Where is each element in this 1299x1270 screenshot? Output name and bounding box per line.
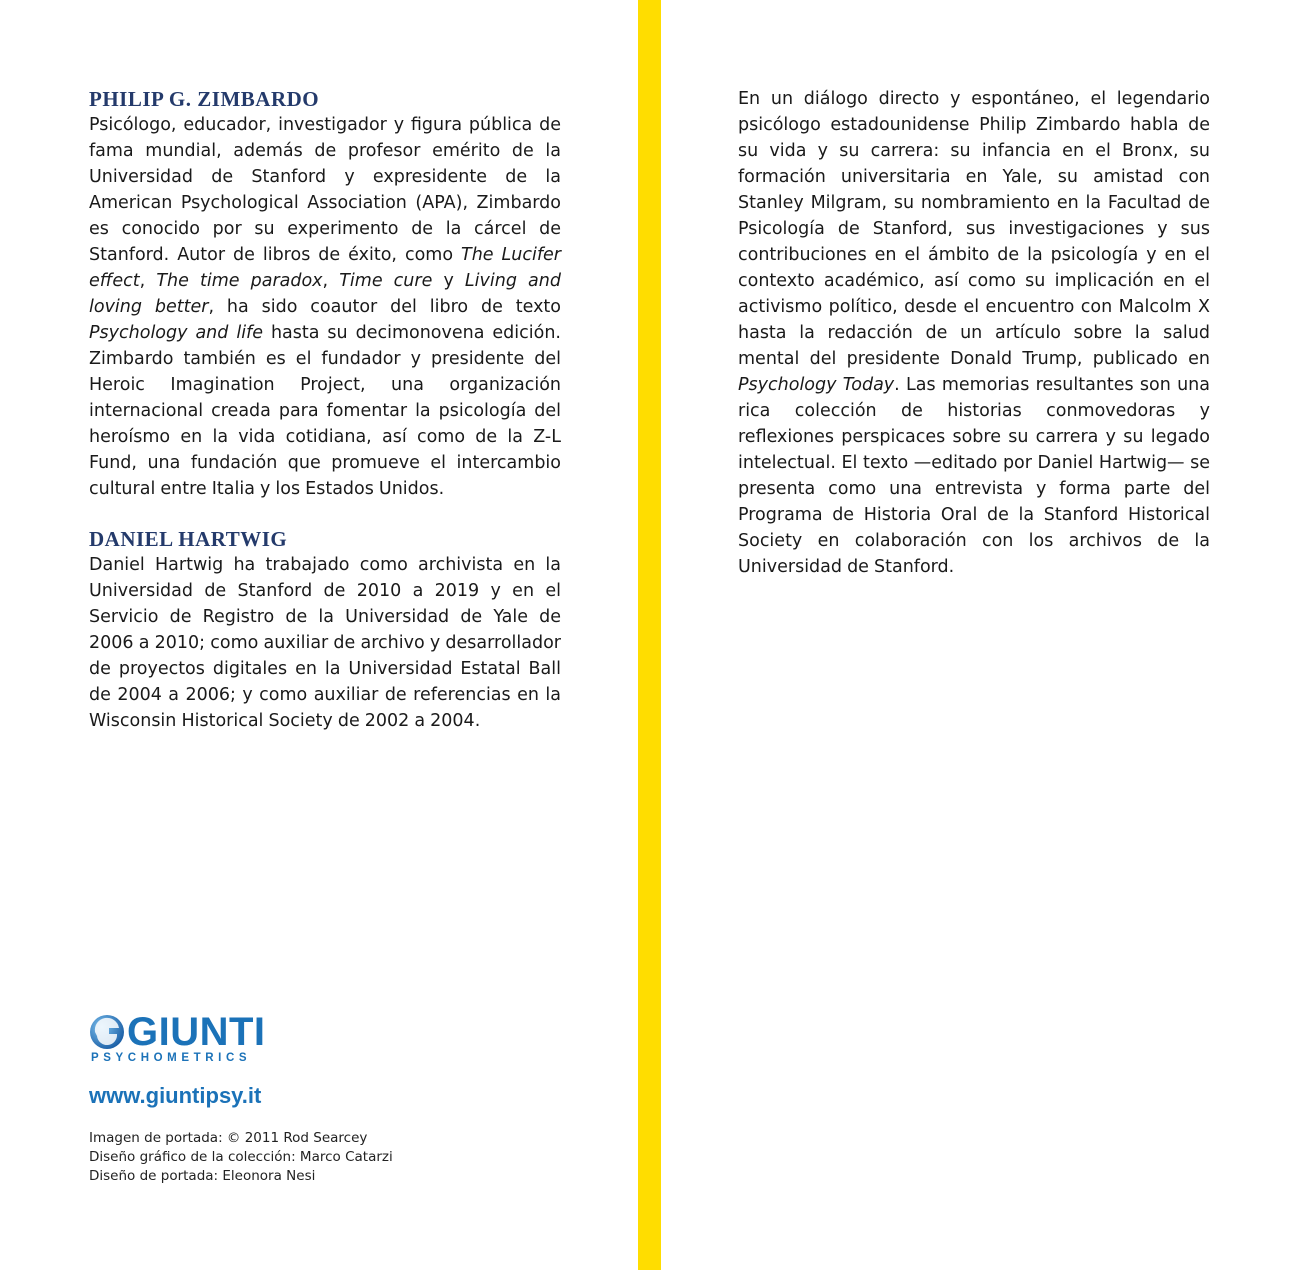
text-run: Psicólogo, educador, investigador y figura pública de fama mundial, además de profesor emérito de la Universidad de Stanford y expresidente de la American Psychological Association (APA), Zimbardo es conocido por su experimento de la cárcel de Stanford. Autor de libros de éxito, como xyxy=(89,115,561,265)
giunti-psychometrics-logo xyxy=(89,1012,289,1070)
text-run: hasta su decimonovena edición. Zimbardo también es el fundador y presidente del Heroic Imagination Project, una organización internacional creada para fomentar la psicología del heroísmo en la vida cotidiana, así como de la Z-L Fund, una fundación que promueve el intercambio cultural entre Italia y los Estados Unidos. xyxy=(89,323,561,499)
globe-icon xyxy=(89,1014,125,1050)
book-blurb xyxy=(738,86,1210,580)
right-column xyxy=(738,86,1210,580)
italic-title: Living and loving better xyxy=(89,271,561,317)
text-run: , xyxy=(322,271,340,291)
italic-title: The Lucifer effect xyxy=(89,245,561,291)
text-run: , xyxy=(139,271,157,291)
credit-line: Diseño gráfico de la colección: Marco Catarzi xyxy=(89,1149,393,1165)
text-run: En un diálogo directo y espontáneo, el legendario psicólogo estadounidense Philip Zimbardo habla de su vida y su carrera: su infancia en el Bronx, su formación universitaria en Yale, su amistad con Stanley Milgram, su nombramiento en la Facultad de Psicología de Stanford, sus investigaciones y sus contribuciones en el ámbito de la psicología y en el contexto académico, así como su implicación en el activismo político, desde el encuentro con Malcolm X hasta la redacción de un artículo sobre la salud mental del presidente Donald Trump, publicado en xyxy=(738,89,1210,369)
credits-block xyxy=(89,1129,393,1186)
yellow-spine-stripe xyxy=(638,0,661,1270)
author2-bio: Daniel Hartwig ha trabajado como archivista en la Universidad de Stanford de 2010 a 2019 y en el Servicio de Registro de la Universidad de Yale de 2006 a 2010; como auxiliar de archivo y desarrollador de proyectos digitales en la Universidad Estatal Ball de 2004 a 2006; y como auxiliar de referencias en la Wisconsin Historical Society de 2002 a 2004. xyxy=(89,555,561,731)
logo-wordmark: GIUNTI xyxy=(127,1010,266,1054)
text-run: , ha sido coautor del libro de texto xyxy=(208,297,562,317)
left-column xyxy=(89,86,561,734)
italic-title: Psychology and life xyxy=(89,323,263,343)
logo-subtitle: PSYCHOMETRICS xyxy=(91,1052,252,1064)
credit-line: Diseño de portada: Eleonora Nesi xyxy=(89,1168,316,1184)
italic-title: Psychology Today xyxy=(738,375,895,395)
author2-name: DANIEL HARTWIG xyxy=(89,527,288,551)
author1-bio xyxy=(89,112,561,502)
credit-line: Imagen de portada: © 2011 Rod Searcey xyxy=(89,1130,368,1146)
publisher-website-link[interactable]: www.giuntipsy.it xyxy=(89,1083,262,1108)
author1-name: PHILIP G. ZIMBARDO xyxy=(89,87,320,111)
text-run: y xyxy=(432,271,465,291)
text-run: . Las memorias resultantes son una rica colección de historias conmovedoras y reflexiones perspicaces sobre su carrera y su legado intelectual. El texto —editado por Daniel Hartwig— se presenta como una entrevista y forma parte del Programa de Historia Oral de la Stanford Historical Society en colaboración con los archivos de la Universidad de Stanford. xyxy=(738,375,1210,577)
italic-title: The time paradox xyxy=(156,271,323,291)
italic-title: Time cure xyxy=(339,271,433,291)
